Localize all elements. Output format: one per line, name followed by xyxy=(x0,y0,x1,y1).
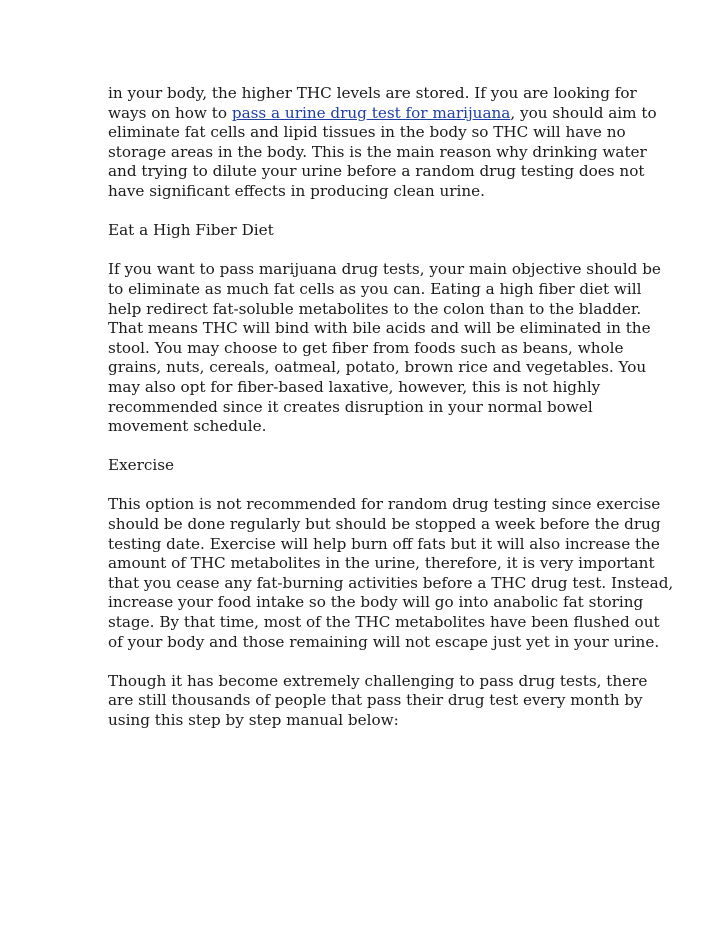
text-line: increase your food intake so the body will go into anabolic fat storing xyxy=(108,593,644,612)
text-line: to eliminate as much fat cells as you can. Eating a high fiber diet will xyxy=(108,279,642,298)
text-line: stool. You may choose to get fiber from foods such as beans, whole xyxy=(108,338,624,357)
text-line-with-link xyxy=(108,103,657,124)
text-line: of your body and those remaining will not escape just yet in your urine. xyxy=(108,632,660,651)
text-line: stage. By that time, most of the THC metabolites have been flushed out xyxy=(108,613,660,632)
text-line: recommended since it creates disruption in your normal bowel xyxy=(108,397,593,416)
text-line: storage areas in the body. This is the main reason why drinking water xyxy=(108,142,647,161)
text-line: using this step by step manual below: xyxy=(108,711,399,729)
text-line: This option is not recommended for random drug testing since exercise xyxy=(108,495,661,514)
text-line: That means THC will bind with bile acids and will be eliminated in the xyxy=(108,319,651,338)
text-line: testing date. Exercise will help burn off fats but it will also increase the xyxy=(108,534,660,553)
text-fragment: , you should aim to xyxy=(510,103,657,122)
text-line: amount of THC metabolites in the urine, therefore, it is very important xyxy=(108,554,655,573)
paragraph-exercise xyxy=(108,495,674,652)
text-line: may also opt for fiber-based laxative, however, this is not highly xyxy=(108,377,601,396)
urine-drug-test-link[interactable]: pass a urine drug test for marijuana xyxy=(231,103,511,122)
text-line: If you want to pass marijuana drug tests, your main objective should be xyxy=(108,260,661,279)
text-line: Though it has become extremely challenging to pass drug tests, there xyxy=(108,671,648,690)
paragraph-high-fiber-diet xyxy=(108,260,661,436)
document-page xyxy=(108,84,674,750)
text-line: have significant effects in producing clean urine. xyxy=(108,181,485,200)
text-line: grains, nuts, cereals, oatmeal, potato, brown rice and vegetables. You xyxy=(108,358,647,377)
text-line: should be done regularly but should be stopped a week before the drug xyxy=(108,515,661,534)
paragraph-thc-storage xyxy=(108,84,657,202)
text-line: and trying to dilute your urine before a random drug testing does not xyxy=(108,162,645,181)
section-heading-high-fiber-diet: Eat a High Fiber Diet xyxy=(108,221,274,240)
section-heading-exercise: Exercise xyxy=(108,456,175,475)
paragraph-conclusion xyxy=(108,672,648,731)
text-line: movement schedule. xyxy=(108,417,267,436)
text-fragment: ways on how to xyxy=(108,103,232,122)
text-line: that you cease any fat-burning activities before a THC drug test. Instead, xyxy=(108,573,674,592)
text-line: eliminate fat cells and lipid tissues in the body so THC will have no xyxy=(108,123,626,142)
text-line: help redirect fat-soluble metabolites to the colon than to the bladder. xyxy=(108,299,642,318)
text-line: are still thousands of people that pass their drug test every month by xyxy=(108,691,643,710)
text-line: in your body, the higher THC levels are stored. If you are looking for xyxy=(108,84,637,102)
